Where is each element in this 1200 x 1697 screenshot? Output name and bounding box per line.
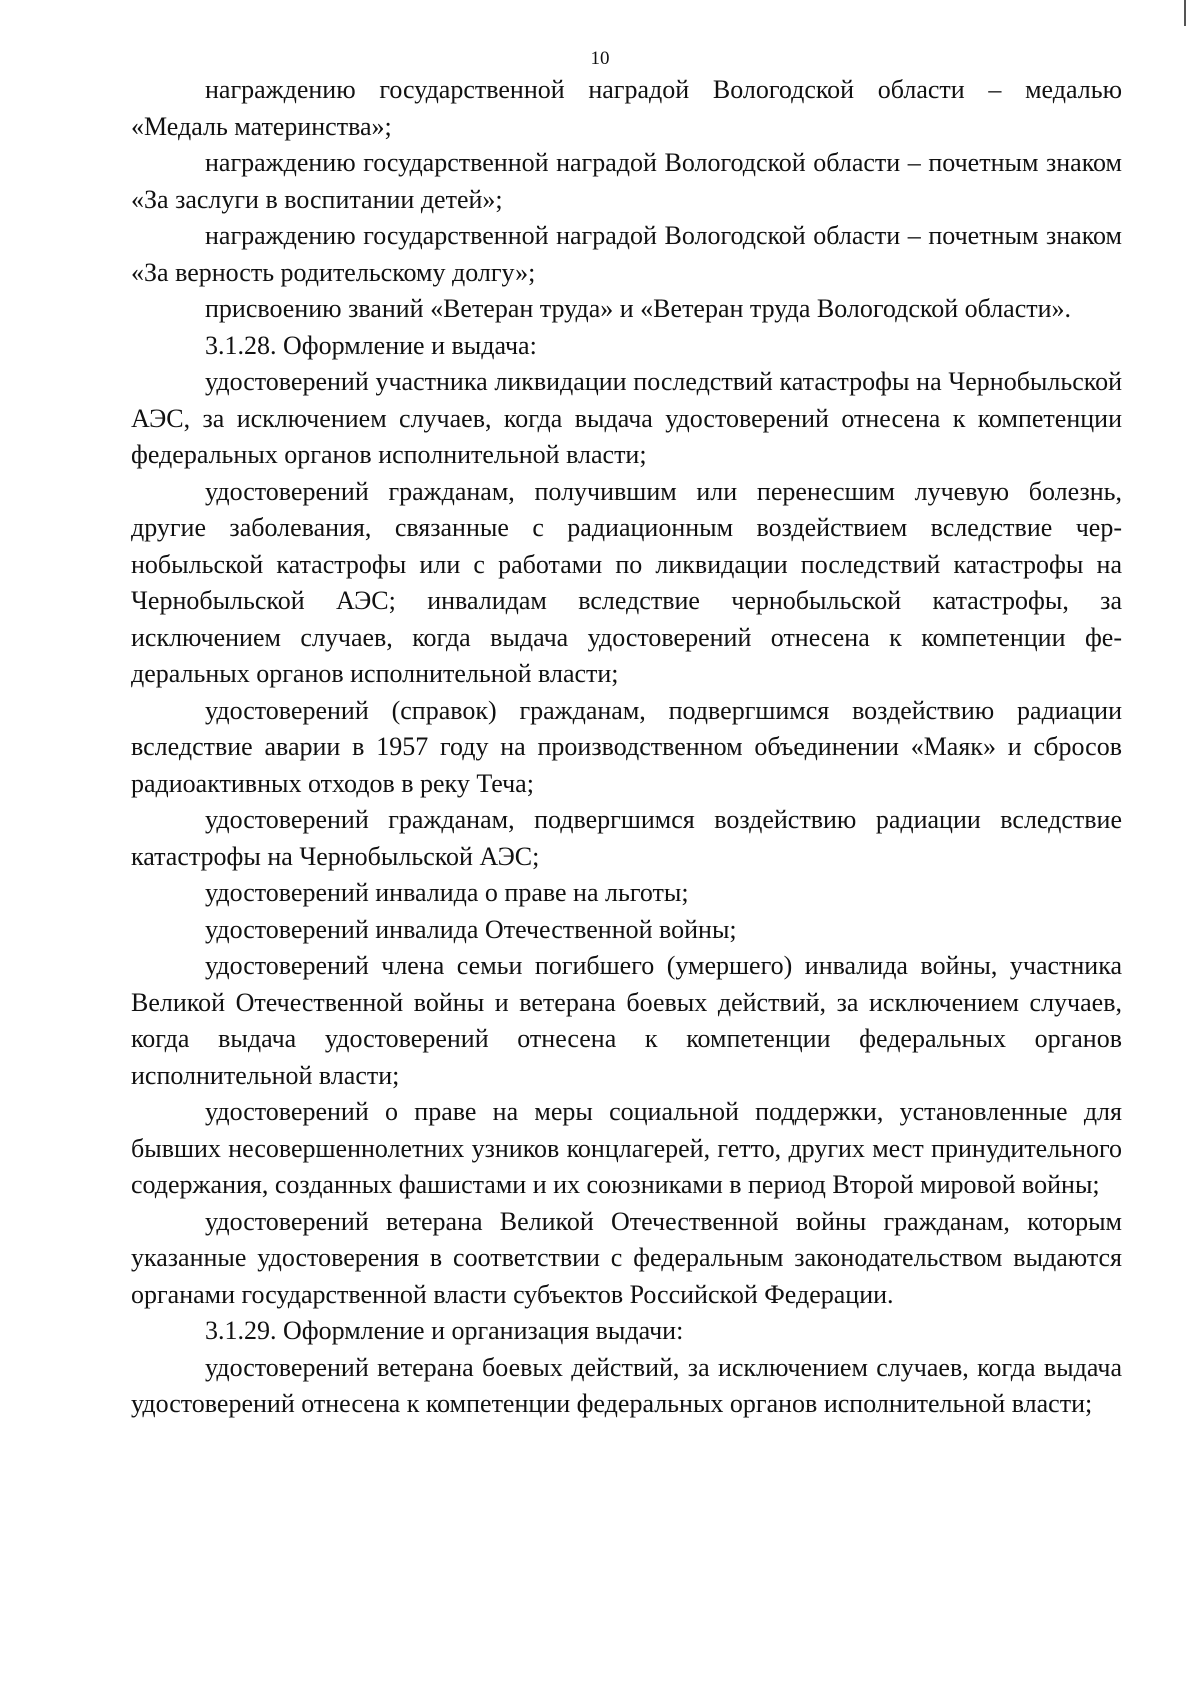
paragraph-chernobyl-liquidator: удостоверений участника ликвидации последствий катастрофы на Чернобыльской АЭС, за исключением случаев, когда выдача удостоверений отнесена к компетенции федеральных органов исполнительной власти;	[131, 367, 1122, 469]
paragraph-medal-motherhood: награждению государственной наградой Вологодской области – медалью «Медаль материнства»;	[131, 75, 1122, 141]
section-3-1-28-heading: 3.1.28. Оформление и выдача:	[205, 330, 537, 360]
paragraph-war-disabled: удостоверений инвалида Отечественной войны;	[205, 914, 737, 944]
paragraph-combat-veteran: удостоверений ветерана боевых действий, за исключением случаев, когда выдача удостоверений отнесена к компетенции федеральных органов исполнительной власти;	[131, 1352, 1122, 1418]
paragraph-merit-upbringing: награждению государственной наградой Вологодской области – почетным знаком «За заслуги в воспитании детей»;	[131, 148, 1122, 214]
paragraph-mayak-accident: удостоверений (справок) гражданам, подвергшимся воздействию радиации вследствие аварии в 1957 году на производственном объединении «Маяк» и сбросов радиоактивных отходов в реку Теча;	[131, 695, 1122, 798]
document-body	[131, 72, 1122, 1423]
paragraph-chernobyl-radiation: удостоверений гражданам, подвергшимся воздействию радиации вследствие катастрофы на Чернобыльской АЭС;	[131, 805, 1122, 871]
paragraph-family-member: удостоверений члена семьи погибшего (умершего) инвалида войны, участника Великой Отечественной войны и ветерана боевых действий, за исключением случаев, когда выдача удостоверений отнесена к компетенции федеральных органов исполнительной власти;	[131, 951, 1122, 1090]
paragraph-radiation-illness: удостоверений гражданам, получившим или перенесшим лучевую болезнь, другие заболевания, связанные с радиационным воздействием вследствие чернобыльской катастрофы или с работами по ликвидации последствий катастрофы на Чернобыльской АЭС; инвалидам вследствие чернобыльской катастрофы, за исключением случаев, когда выдача удостоверений отнесена к компетенции федеральных органов исполнительной власти;	[131, 476, 1122, 688]
paragraph-parental-duty: награждению государственной наградой Вологодской области – почетным знаком «За верность родительскому долгу»;	[131, 221, 1122, 287]
section-3-1-29-heading: 3.1.29. Оформление и организация выдачи:	[205, 1316, 684, 1345]
paragraph-wwii-veteran: удостоверений ветерана Великой Отечественной войны гражданам, которым указанные удостоверения в соответствии с федеральным законодательством выдаются органами государственной власти субъектов Российской Федерации.	[131, 1206, 1122, 1309]
paragraph-veteran-of-labor: присвоению званий «Ветеран труда» и «Ветеран труда Вологодской области».	[205, 294, 1072, 323]
scan-edge-mark	[1184, 0, 1186, 26]
paragraph-disabled-benefits: удостоверений инвалида о праве на льготы;	[205, 878, 689, 907]
paragraph-former-prisoners: удостоверений о праве на меры социальной поддержки, установленные для бывших несовершеннолетних узников концлагерей, гетто, других мест принудительного содержания, созданных фашистами и их союзниками в период Второй мировой войны;	[131, 1097, 1122, 1199]
page-number: 10	[590, 48, 610, 69]
